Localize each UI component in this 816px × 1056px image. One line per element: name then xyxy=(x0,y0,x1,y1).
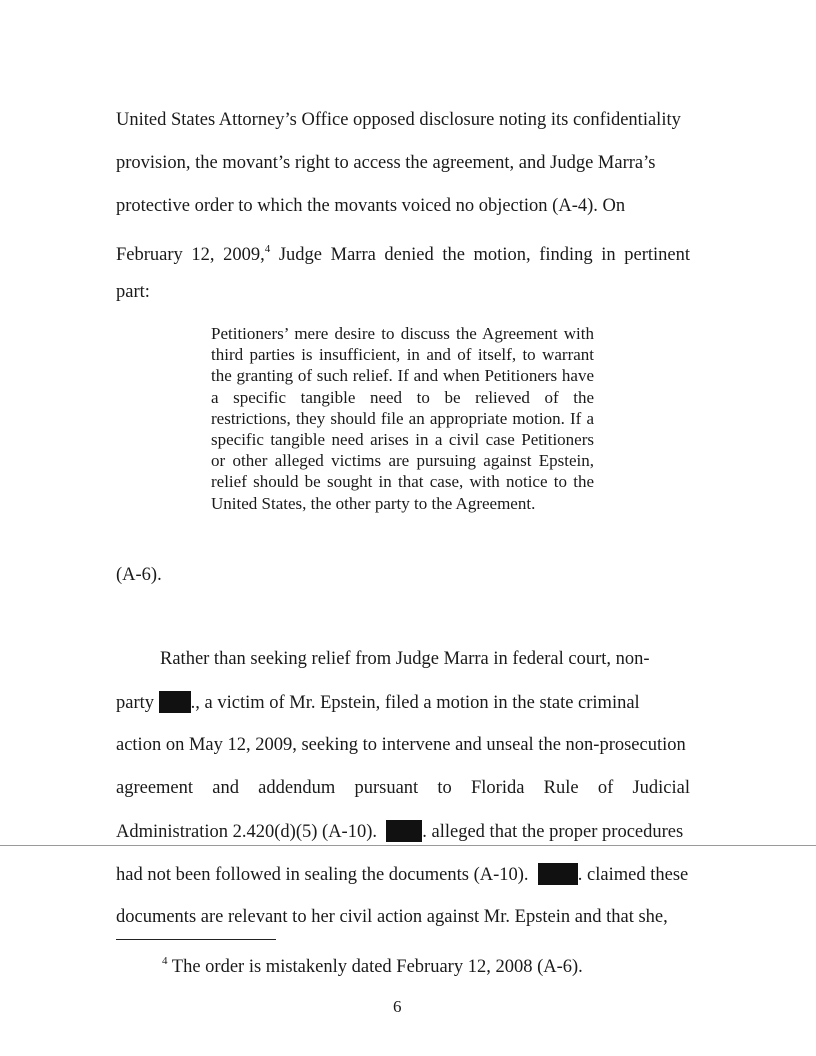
paragraph1-line2: provision, the movant’s right to access the agreement, and Judge Marra’s xyxy=(116,153,656,173)
redaction-block xyxy=(538,863,578,885)
page-number: 6 xyxy=(393,997,402,1016)
paragraph2-line3: action on May 12, 2009, seeking to intervene and unseal the non-prosecution xyxy=(116,735,686,755)
paragraph1-line4-end: Judge Marra denied the motion, finding in pertinent xyxy=(270,245,690,265)
paragraph2-line2 xyxy=(116,691,690,714)
paragraph2-line4: agreement and addendum pursuant to Florida Rule of Judicial xyxy=(116,778,690,798)
paragraph1-line4 xyxy=(116,238,690,266)
paragraph2-line7: documents are relevant to her civil action against Mr. Epstein and that she, xyxy=(116,907,668,927)
paragraph1-line1: United States Attorney’s Office opposed disclosure noting its confidentiality xyxy=(116,110,681,130)
scan-line-artifact xyxy=(0,845,816,846)
paragraph2-line6-end: . claimed these xyxy=(577,865,689,885)
paragraph2-line2-end: ., a victim of Mr. Epstein, filed a motion in the state criminal xyxy=(190,693,640,713)
paragraph2-line6 xyxy=(116,863,690,886)
redaction-block xyxy=(386,820,422,842)
footnote-number: 4 xyxy=(162,955,168,967)
footnote-text: The order is mistakenly dated February 12, 2008 (A-6). xyxy=(167,957,583,977)
paragraph1-line3: protective order to which the movants voiced no objection (A-4). On xyxy=(116,196,626,216)
paragraph2-line2-start: party xyxy=(116,693,155,713)
footnote-separator xyxy=(116,939,276,940)
footnote xyxy=(162,950,583,978)
paragraph1-line5: part: xyxy=(116,282,150,302)
paragraph2-line5-start: Administration 2.420(d)(5) (A-10). xyxy=(116,822,378,842)
paragraph2-line6-start: had not been followed in sealing the documents (A-10). xyxy=(116,865,529,885)
paragraph2-line5 xyxy=(116,820,690,843)
block-quote: Petitioners’ mere desire to discuss the Agreement with third parties is insufficient, in and of itself, to warrant the granting of such relief. If and when Petitioners have a specific tangible need to be relieved of the restrictions, they should file an appropriate motion. If a specific tangible need arises in a civil case Petitioners or other alleged victims are pursuing against Epstein, relief should be sought in that case, with notice to the United States, the other party to the Agreement. xyxy=(211,324,594,513)
footnote-reference: 4 xyxy=(264,243,271,255)
quote-citation: (A-6). xyxy=(116,565,162,585)
redaction-block xyxy=(159,691,191,713)
paragraph2-line5-end: . alleged that the proper procedures xyxy=(422,822,684,842)
paragraph2-line1: Rather than seeking relief from Judge Marra in federal court, non- xyxy=(160,649,650,669)
paragraph1-line4-start: February 12, 2009, xyxy=(116,245,265,265)
